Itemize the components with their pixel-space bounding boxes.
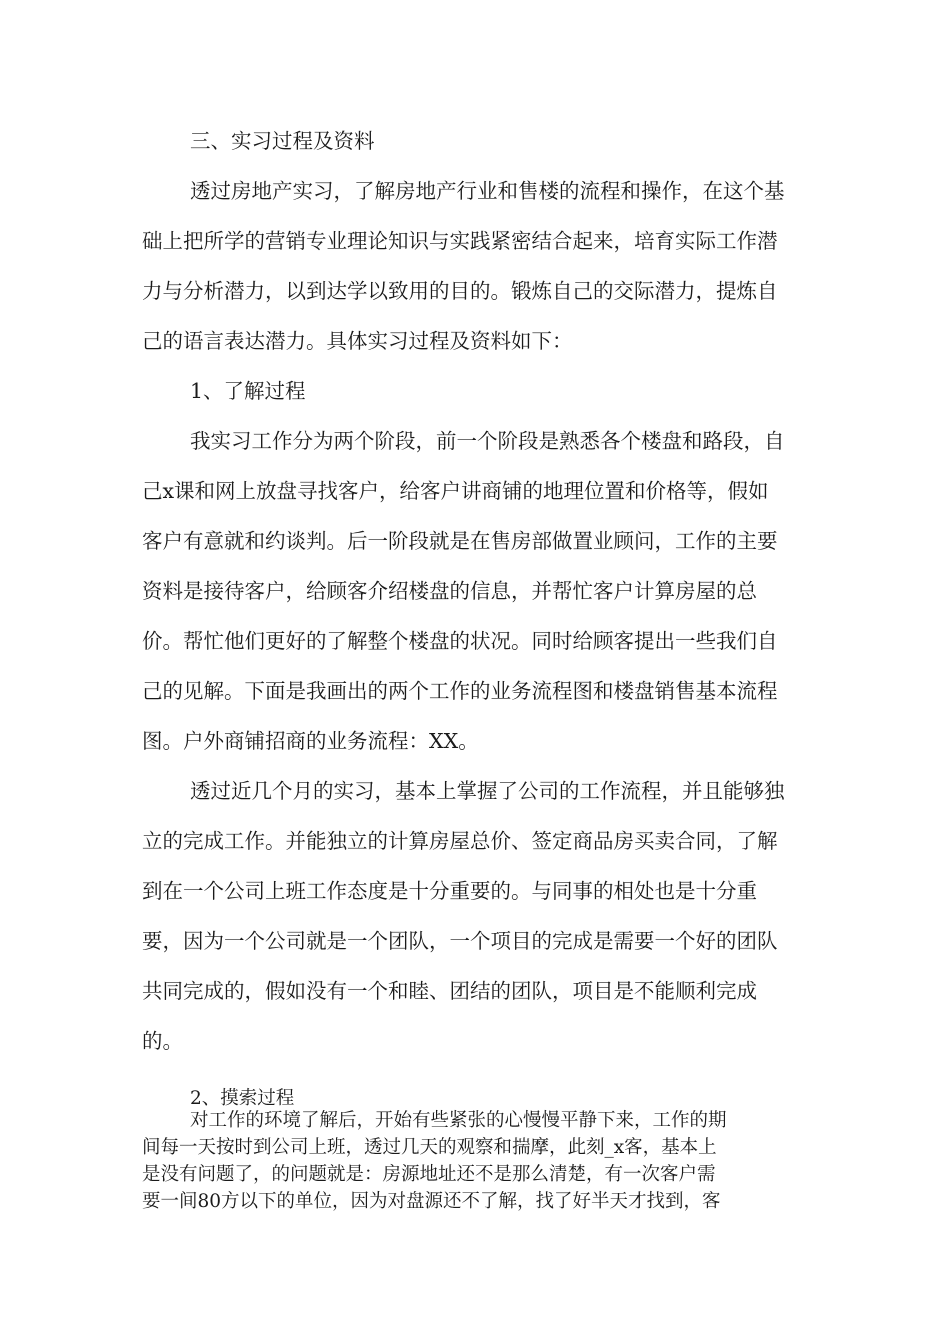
intro-line-2: 础上把所学的营销专业理论知识与实践紧密结合起来，培育实际工作潜	[142, 229, 778, 253]
intro-line-1: 透过房地产实习，了解房地产行业和售楼的流程和操作，在这个基	[190, 179, 785, 203]
subheading-understanding: 1、了解过程	[190, 379, 306, 403]
p2-line-1: 透过近几个月的实习，基本上掌握了公司的工作流程，并且能够独	[190, 779, 785, 803]
p2-line-4: 要，因为一个公司就是一个团队，一个项目的完成是需要一个好的团队	[142, 929, 778, 953]
p1-line-2: 己x课和网上放盘寻找客户，给客户讲商铺的地理位置和价格等，假如	[142, 479, 769, 503]
section-heading: 三、实习过程及资料	[190, 129, 375, 153]
p2-line-3: 到在一个公司上班工作态度是十分重要的。与同事的相处也是十分重	[142, 879, 757, 903]
p3-line-1: 对工作的环境了解后，开始有些紧张的心慢慢平静下来，工作的期	[190, 1110, 727, 1131]
intro-line-3: 力与分析潜力，以到达学以致用的目的。锻炼自己的交际潜力，提炼自	[142, 279, 778, 303]
p3-line-4: 要一间80方以下的单位，因为对盘源还不了解，找了好半天才找到，客	[142, 1191, 721, 1212]
p3-line-2: 间每一天按时到公司上班，透过几天的观察和揣摩，此刻_x客，基本上	[142, 1137, 717, 1158]
p1-line-4: 资料是接待客户，给顾客介绍楼盘的信息，并帮忙客户计算房屋的总	[142, 579, 757, 603]
subheading-exploration: 2、摸索过程	[190, 1088, 295, 1109]
p1-line-3: 客户有意就和约谈判。后一阶段就是在售房部做置业顾问，工作的主要	[142, 529, 778, 553]
intro-line-4: 己的语言表达潜力。具体实习过程及资料如下：	[142, 329, 573, 353]
p2-line-6: 的。	[142, 1029, 183, 1053]
p3-line-3: 是没有问题了，的问题就是：房源地址还不是那么清楚，有一次客户需	[142, 1164, 716, 1185]
p1-line-7: 图。户外商铺招商的业务流程：XX。	[142, 729, 479, 753]
p2-line-5: 共同完成的，假如没有一个和睦、团结的团队，项目是不能顺利完成	[142, 979, 757, 1003]
p1-line-6: 己的见解。下面是我画出的两个工作的业务流程图和楼盘销售基本流程	[142, 679, 778, 703]
p1-line-1: 我实习工作分为两个阶段，前一个阶段是熟悉各个楼盘和路段，自	[190, 429, 785, 453]
p2-line-2: 立的完成工作。并能独立的计算房屋总价、签定商品房买卖合同，了解	[142, 829, 778, 853]
p1-line-5: 价。帮忙他们更好的了解整个楼盘的状况。同时给顾客提出一些我们自	[142, 629, 778, 653]
